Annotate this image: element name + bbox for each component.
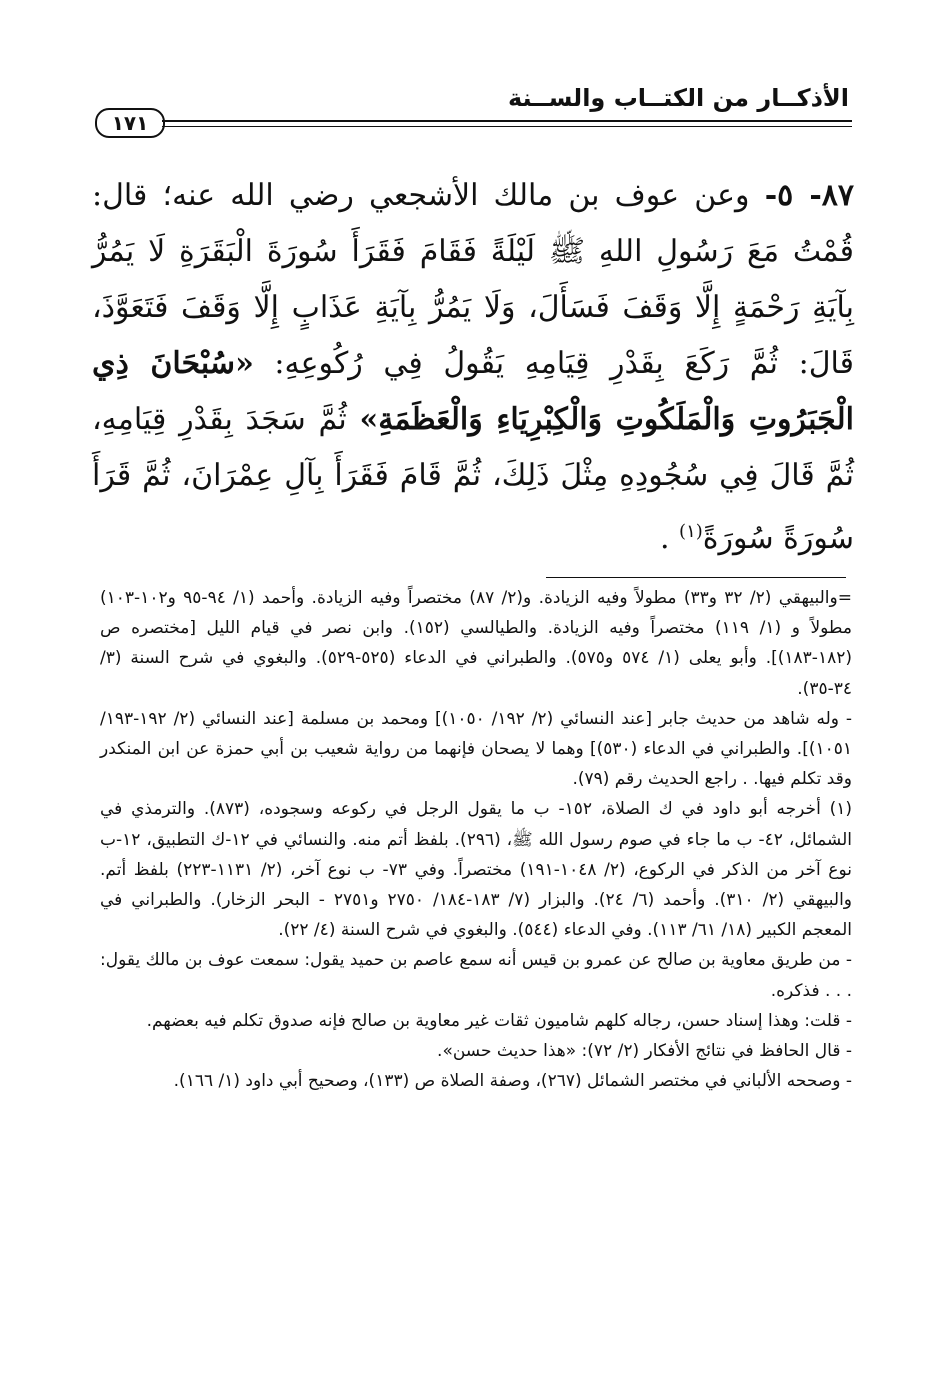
footnote-paragraph: - قلت: وهذا إسناد حسن، رجاله كلهم شاميون ثقات غير معاوية بن صالح فإنه صدوق تكلم فيه بعضهم. <box>146 1010 852 1031</box>
footnote-paragraph: =والبيهقي (٢/ ٣٢ و٣٣) مطولاً وفيه الزيادة. و(٢/ ٨٧) مختصراً وفيه الزيادة. وأحمد (١/ ٩٤-٩٥ و١٠٢-١٠٣) مطولاً و (١/ ١١٩) مختصراً وفيه الزيادة. والطيالسي (١٥٢). وابن نصر في قيام الليل [مختصره ص (١٨٢-١٨٣)]. وأبو يعلى (١/ ٥٧٤ و٥٧٥). والطبراني في الدعاء (٥٢٥-٥٢٩). والبغوي في شرح السنة (٣/ ٣٤-٣٥). <box>100 588 852 699</box>
footnote-paragraph: - قال الحافظ في نتائج الأفكار (٢/ ٧٢): «هذا حديث حسن». <box>437 1041 852 1062</box>
hadith-text <box>92 168 854 567</box>
hadith-end: . <box>659 521 670 556</box>
footnote-paragraph: - وصححه الألباني في مختصر الشمائل (٢٦٧)، وصفة الصلاة ص (١٣٣)، وصحيح أبي داود (١/ ١٦٦). <box>173 1071 852 1092</box>
footnote-paragraph: - من طريق معاوية بن صالح عن عمرو بن قيس أنه سمع عاصم بن حميد يقول: سمعت عوف بن مالك يقول: . . . فذكره. <box>100 950 852 1001</box>
footnotes <box>100 583 852 1096</box>
footnote-separator <box>546 577 846 578</box>
hadith-quote: «سُبْحَانَ ذِي الْجَبَرُوتِ وَالْمَلَكُوتِ وَالْكِبْرِيَاءِ وَالْعَظَمَةِ» <box>92 346 854 437</box>
running-header-title: الأذكــار من الكتــاب والســنة <box>508 84 849 112</box>
hadith-body-after-quote: ثُمَّ سَجَدَ بِقَدْرِ قِيَامِهِ، ثُمَّ قَالَ فِي سُجُودِهِ مِثْلَ ذَلِكَ، ثُمَّ قَامَ فَقَرَأَ بِآلِ عِمْرَانَ، ثُمَّ قَرَأَ سُورَةً سُورَةً <box>92 402 854 556</box>
footnote-paragraph: - وله شاهد من حديث جابر [عند النسائي (٢/ ١٩٢/ ١٠٥٠)] ومحمد بن مسلمة [عند النسائي (٢/ ١٩٢-١٩٣/ ١٠٥١)]. والطبراني في الدعاء (٥٣٠)] وهما لا يصحان فإنهما من رواية شعيب بن أبي حمزة عن ابن المنكدر وقد تكلم فيها. . راجع الحديث رقم (٧٩). <box>100 708 853 790</box>
header-rule <box>162 120 852 127</box>
footnote-marker: (١) <box>679 521 703 542</box>
page-number: ١٧١ <box>95 108 165 138</box>
footnote-paragraph: (١) أخرجه أبو داود في ك الصلاة، ١٥٢- ب ما يقول الرجل في ركوعه وسجوده، (٨٧٣). والترمذي في الشمائل، ٤٢- ب ما جاء في صوم رسول الله ﷺ، (٢٩٦). بلفظ أتم منه. والنسائي في ١٢-ك التطبيق، ١٢-ب نوع آخر من الذكر في الركوع، (٢/ ١٠٤٨-١٩١) مختصراً. وفي ٧٣- ب نوع آخر، (٢/ ١١٣١-٢٢٣) بلفظ أتم. والبيهقي (٢/ ٣١٠). وأحمد (٦/ ٢٤). والبزار (٧/ ١٨٣-١٨٤/ ٢٧٥٠ و٢٧٥١ - البحر الزخار). والطبراني في المعجم الكبير (١٨/ ٦١/ ١١٣). وفي الدعاء (٥٤٤). والبغوي في شرح السنة (٤/ ٢٢). <box>100 799 853 941</box>
hadith-body-before-quote: وعن عوف بن مالك الأشجعي رضي الله عنه؛ قال: قُمْتُ مَعَ رَسُولِ اللهِ ﷺ لَيْلَةً فَقَامَ فَقَرَأَ سُورَةَ الْبَقَرَةِ لَا يَمُرُّ بِآيَةِ رَحْمَةٍ إِلَّا وَقَفَ فَسَأَلَ، وَلَا يَمُرُّ بِآيَةِ عَذَابٍ إِلَّا وَقَفَ فَتَعَوَّذَ، قَالَ: ثُمَّ رَكَعَ بِقَدْرِ قِيَامِهِ يَقُولُ فِي رُكُوعِهِ: <box>92 178 854 381</box>
hadith-number: ٨٧- ٥- <box>764 178 855 213</box>
